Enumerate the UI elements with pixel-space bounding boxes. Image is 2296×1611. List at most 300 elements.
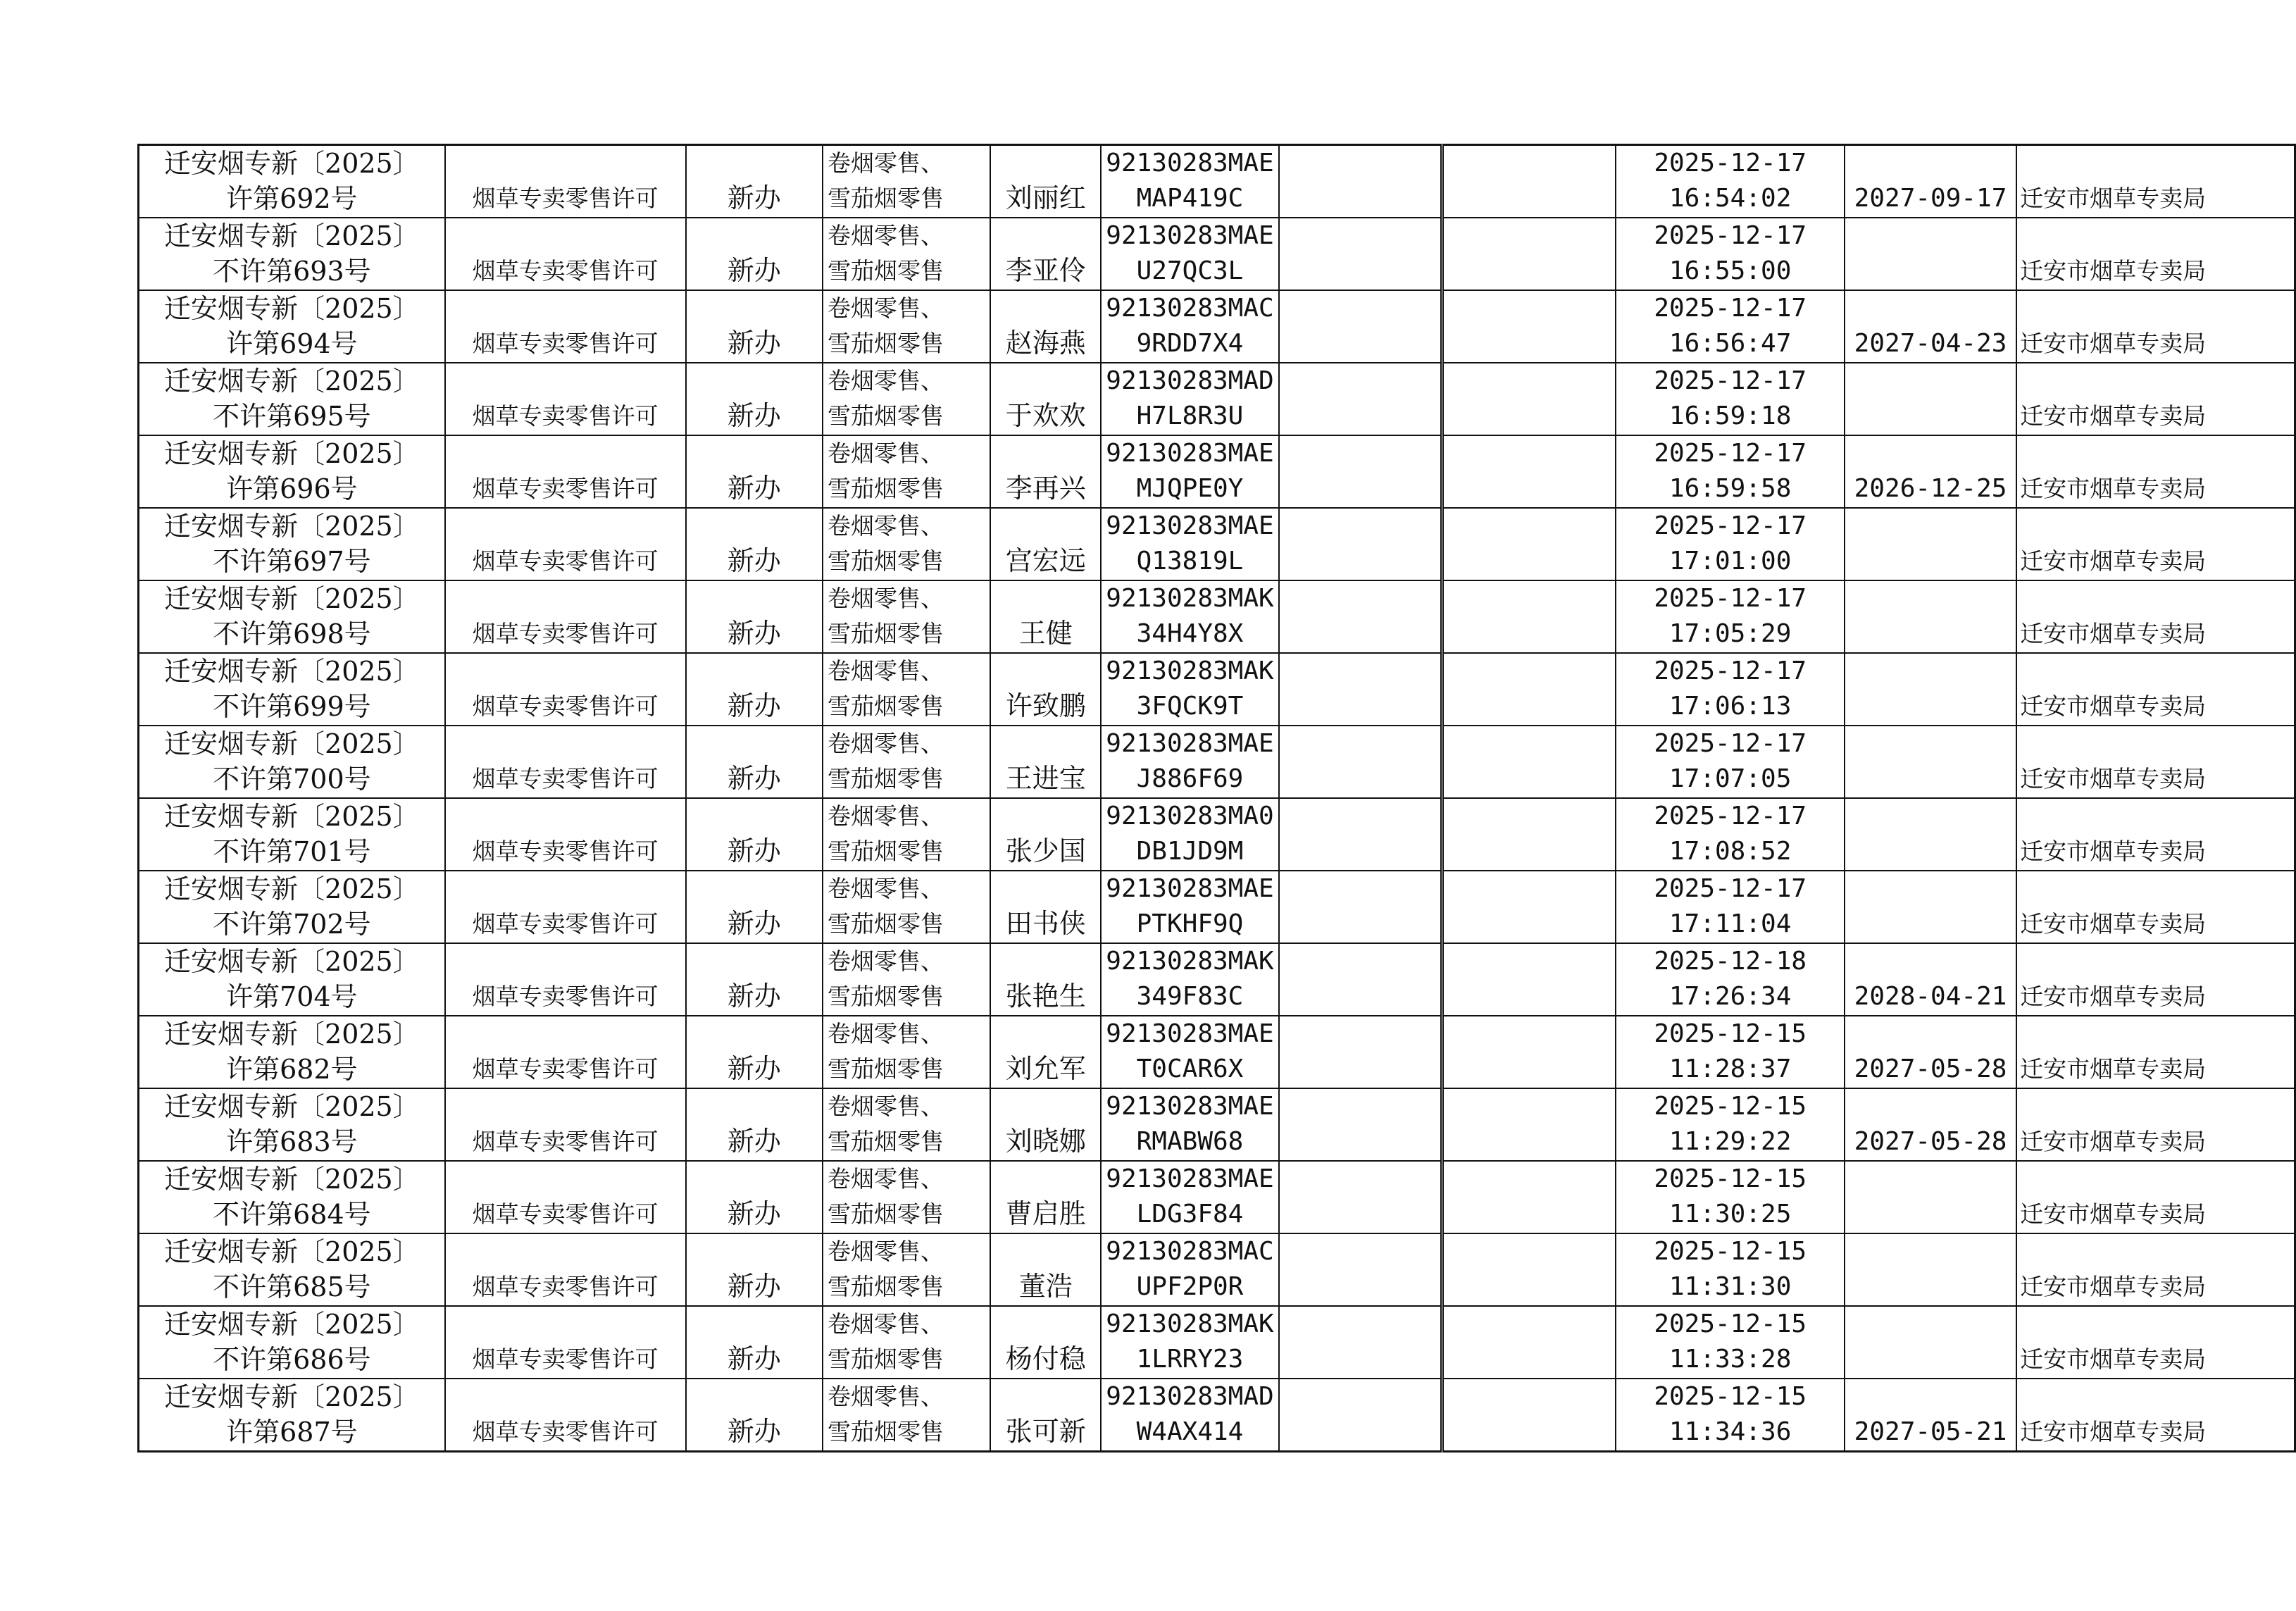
type-text: 新办 [727, 1343, 781, 1374]
valid-until-cell [1845, 580, 2016, 653]
person-cell [990, 363, 1101, 435]
authority-cell [2016, 1379, 2295, 1452]
doc-number-line-1: 迁安烟专新〔2025〕 [164, 366, 420, 397]
type-text: 新办 [727, 835, 781, 866]
credit-code-cell [1101, 435, 1278, 508]
person-cell [990, 798, 1101, 871]
type-cell [686, 1016, 823, 1088]
table-row [139, 1306, 2295, 1379]
decision-date: 2025-12-17 [1654, 149, 1807, 178]
spacer-cell [1442, 943, 1616, 1016]
scope-cell [823, 653, 990, 726]
authority-cell [2016, 653, 2295, 726]
item-cell [445, 218, 686, 290]
table-row [139, 508, 2295, 580]
type-text: 新办 [727, 1198, 781, 1229]
authority-name: 迁安市烟草专卖局 [2020, 1418, 2207, 1445]
doc-number-line-2: 许第694号 [226, 328, 358, 359]
empty-cell [1279, 1016, 1442, 1088]
person-name: 许致鹏 [1005, 690, 1086, 721]
empty-cell [1279, 218, 1442, 290]
item-text: 烟草专卖零售许可 [472, 475, 659, 502]
doc-number-cell [139, 1306, 445, 1379]
credit-code-line-2: MJQPE0Y [1136, 474, 1244, 503]
person-cell [990, 1379, 1101, 1452]
authority-cell [2016, 218, 2295, 290]
item-cell [445, 363, 686, 435]
scope-cell [823, 218, 990, 290]
table-row [139, 290, 2295, 363]
doc-number-cell [139, 943, 445, 1016]
credit-code-line-1: 92130283MAE [1106, 221, 1274, 250]
credit-code-cell [1101, 871, 1278, 943]
valid-until-date: 2027-09-17 [1854, 184, 2007, 213]
authority-cell [2016, 1088, 2295, 1161]
doc-number-line-2: 许第696号 [226, 473, 358, 504]
empty-cell [1279, 145, 1442, 218]
spacer-cell [1442, 798, 1616, 871]
valid-until-cell [1845, 290, 2016, 363]
person-cell [990, 435, 1101, 508]
scope-cell [823, 580, 990, 653]
type-cell [686, 798, 823, 871]
doc-number-line-2: 不许第700号 [213, 764, 371, 795]
item-cell [445, 943, 686, 1016]
spacer-cell [1442, 1088, 1616, 1161]
credit-code-line-2: PTKHF9Q [1136, 909, 1244, 938]
authority-name: 迁安市烟草专卖局 [2020, 765, 2207, 792]
doc-number-line-2: 许第687号 [226, 1417, 358, 1448]
item-text: 烟草专卖零售许可 [472, 1273, 659, 1300]
empty-cell [1279, 580, 1442, 653]
license-table [137, 144, 2296, 1453]
authority-name: 迁安市烟草专卖局 [2020, 185, 2207, 212]
decision-date-cell [1616, 1161, 1845, 1233]
person-name: 宫宏远 [1005, 545, 1086, 576]
scope-line-1: 卷烟零售、 [828, 222, 944, 249]
doc-number-line-2: 不许第702号 [213, 909, 371, 940]
credit-code-line-1: 92130283MAE [1106, 874, 1274, 903]
person-name: 张少国 [1005, 835, 1086, 866]
decision-time: 17:26:34 [1668, 982, 1792, 1011]
decision-time: 17:11:04 [1668, 909, 1792, 938]
credit-code-cell [1101, 145, 1278, 218]
empty-text [1280, 146, 1441, 217]
scope-line-1: 卷烟零售、 [828, 802, 944, 830]
person-name: 张可新 [1005, 1416, 1086, 1447]
table-row [139, 363, 2295, 435]
credit-code-cell [1101, 1161, 1278, 1233]
doc-number-line-2: 不许第699号 [213, 691, 371, 722]
doc-number-line-1: 迁安烟专新〔2025〕 [164, 801, 420, 832]
authority-cell [2016, 145, 2295, 218]
item-cell [445, 290, 686, 363]
spacer-cell [1442, 871, 1616, 943]
item-cell [445, 1088, 686, 1161]
scope-line-2: 雪茄烟零售 [828, 185, 944, 212]
scope-line-2: 雪茄烟零售 [828, 1128, 944, 1155]
spacer-cell [1442, 1016, 1616, 1088]
item-text: 烟草专卖零售许可 [472, 330, 659, 357]
doc-number-line-1: 迁安烟专新〔2025〕 [164, 220, 420, 251]
decision-time: 16:54:02 [1668, 184, 1792, 213]
decision-date: 2025-12-17 [1654, 366, 1807, 395]
decision-date: 2025-12-15 [1654, 1092, 1807, 1121]
doc-number-line-2: 不许第686号 [213, 1344, 371, 1375]
decision-date-cell [1616, 798, 1845, 871]
credit-code-line-2: U27QC3L [1136, 256, 1244, 285]
valid-until-cell [1845, 1161, 2016, 1233]
decision-date: 2025-12-15 [1654, 1382, 1807, 1411]
doc-number-line-2: 不许第685号 [213, 1271, 371, 1302]
person-cell [990, 508, 1101, 580]
doc-number-line-1: 迁安烟专新〔2025〕 [164, 511, 420, 542]
doc-number-line-2: 不许第698号 [213, 618, 371, 649]
credit-code-cell [1101, 218, 1278, 290]
valid-until-cell [1845, 1016, 2016, 1088]
item-text: 烟草专卖零售许可 [472, 620, 659, 647]
doc-number-line-1: 迁安烟专新〔2025〕 [164, 148, 420, 179]
credit-code-line-2: 3FQCK9T [1136, 692, 1244, 721]
doc-number-line-1: 迁安烟专新〔2025〕 [164, 293, 420, 324]
valid-until-date: 2027-04-23 [1854, 329, 2007, 358]
table-row [139, 580, 2295, 653]
type-cell [686, 290, 823, 363]
item-text: 烟草专卖零售许可 [472, 1345, 659, 1373]
credit-code-line-2: 34H4Y8X [1136, 619, 1244, 648]
scope-line-1: 卷烟零售、 [828, 1310, 944, 1338]
type-cell [686, 1379, 823, 1452]
item-text: 烟草专卖零售许可 [472, 765, 659, 792]
credit-code-line-1: 92130283MAE [1106, 439, 1274, 468]
table-row [139, 1233, 2295, 1306]
credit-code-line-2: RMABW68 [1136, 1127, 1244, 1156]
doc-number-line-2: 许第683号 [226, 1126, 358, 1157]
scope-line-2: 雪茄烟零售 [828, 257, 944, 285]
empty-cell [1279, 1379, 1442, 1452]
authority-name: 迁安市烟草专卖局 [2020, 910, 2207, 938]
scope-line-2: 雪茄烟零售 [828, 1418, 944, 1445]
table-row [139, 145, 2295, 218]
decision-time: 17:06:13 [1668, 692, 1792, 721]
doc-number-line-1: 迁安烟专新〔2025〕 [164, 1381, 420, 1412]
scope-line-1: 卷烟零售、 [828, 1238, 944, 1265]
decision-time: 17:05:29 [1668, 619, 1792, 648]
scope-line-1: 卷烟零售、 [828, 1165, 944, 1193]
valid-until-cell [1845, 1233, 2016, 1306]
decision-time: 17:08:52 [1668, 837, 1792, 866]
empty-cell [1279, 1233, 1442, 1306]
credit-code-cell [1101, 1379, 1278, 1452]
spacer-cell [1442, 1306, 1616, 1379]
decision-date: 2025-12-15 [1654, 1310, 1807, 1338]
item-text: 烟草专卖零售许可 [472, 692, 659, 720]
doc-number-line-1: 迁安烟专新〔2025〕 [164, 656, 420, 687]
authority-name: 迁安市烟草专卖局 [2020, 1200, 2207, 1228]
doc-number-line-2: 许第692号 [226, 183, 358, 214]
item-text: 烟草专卖零售许可 [472, 983, 659, 1010]
scope-line-2: 雪茄烟零售 [828, 910, 944, 938]
table-row [139, 871, 2295, 943]
doc-number-cell [139, 1016, 445, 1088]
person-name: 田书侠 [1005, 908, 1086, 939]
person-cell [990, 1016, 1101, 1088]
decision-time: 16:55:00 [1668, 256, 1792, 285]
doc-number-line-1: 迁安烟专新〔2025〕 [164, 438, 420, 469]
decision-time: 17:01:00 [1668, 547, 1792, 576]
decision-date-cell [1616, 218, 1845, 290]
decision-date: 2025-12-15 [1654, 1164, 1807, 1193]
decision-date-cell [1616, 145, 1845, 218]
decision-date-cell [1616, 363, 1845, 435]
credit-code-line-1: 92130283MAK [1106, 947, 1274, 976]
valid-until-cell [1845, 653, 2016, 726]
doc-number-line-2: 不许第695号 [213, 401, 371, 432]
valid-until-cell [1845, 435, 2016, 508]
scope-line-1: 卷烟零售、 [828, 585, 944, 612]
scope-line-2: 雪茄烟零售 [828, 692, 944, 720]
scope-cell [823, 1016, 990, 1088]
decision-date: 2025-12-17 [1654, 439, 1807, 468]
credit-code-line-1: 92130283MAE [1106, 1164, 1274, 1193]
valid-until-cell [1845, 1306, 2016, 1379]
authority-name: 迁安市烟草专卖局 [2020, 257, 2207, 285]
valid-until-cell [1845, 1088, 2016, 1161]
type-cell [686, 653, 823, 726]
doc-number-cell [139, 218, 445, 290]
scope-line-2: 雪茄烟零售 [828, 838, 944, 865]
scope-line-2: 雪茄烟零售 [828, 765, 944, 792]
item-text: 烟草专卖零售许可 [472, 1200, 659, 1228]
spacer-cell [1442, 1161, 1616, 1233]
doc-number-line-2: 许第704号 [226, 981, 358, 1012]
empty-text [1280, 509, 1441, 580]
credit-code-cell [1101, 798, 1278, 871]
item-cell [445, 798, 686, 871]
credit-code-line-2: LDG3F84 [1136, 1200, 1244, 1229]
authority-name: 迁安市烟草专卖局 [2020, 1273, 2207, 1300]
decision-date-cell [1616, 435, 1845, 508]
authority-name: 迁安市烟草专卖局 [2020, 838, 2207, 865]
credit-code-line-2: Q13819L [1136, 547, 1244, 576]
doc-number-cell [139, 580, 445, 653]
scope-cell [823, 726, 990, 798]
decision-date-cell [1616, 1306, 1845, 1379]
credit-code-line-1: 92130283MAE [1106, 511, 1274, 540]
authority-cell [2016, 1161, 2295, 1233]
empty-text [1280, 871, 1441, 943]
scope-cell [823, 1161, 990, 1233]
decision-time: 11:28:37 [1668, 1055, 1792, 1083]
decision-time: 11:34:36 [1668, 1417, 1792, 1446]
authority-name: 迁安市烟草专卖局 [2020, 402, 2207, 430]
doc-number-cell [139, 508, 445, 580]
type-text: 新办 [727, 328, 781, 359]
authority-cell [2016, 580, 2295, 653]
valid-until-cell [1845, 943, 2016, 1016]
decision-date-cell [1616, 290, 1845, 363]
item-text: 烟草专卖零售许可 [472, 257, 659, 285]
doc-number-line-1: 迁安烟专新〔2025〕 [164, 1236, 420, 1267]
table-row [139, 1016, 2295, 1088]
decision-time: 16:59:18 [1668, 402, 1792, 430]
type-cell [686, 218, 823, 290]
decision-date: 2025-12-15 [1654, 1237, 1807, 1266]
scope-cell [823, 1088, 990, 1161]
authority-name: 迁安市烟草专卖局 [2020, 692, 2207, 720]
scope-line-1: 卷烟零售、 [828, 730, 944, 757]
scope-line-2: 雪茄烟零售 [828, 1345, 944, 1373]
person-name: 曹启胜 [1005, 1198, 1086, 1229]
scope-cell [823, 435, 990, 508]
credit-code-cell [1101, 653, 1278, 726]
item-cell [445, 871, 686, 943]
type-text: 新办 [727, 1126, 781, 1157]
authority-cell [2016, 290, 2295, 363]
empty-cell [1279, 653, 1442, 726]
scope-line-2: 雪茄烟零售 [828, 330, 944, 357]
scope-cell [823, 290, 990, 363]
authority-cell [2016, 943, 2295, 1016]
scope-cell [823, 1379, 990, 1452]
decision-date-cell [1616, 871, 1845, 943]
decision-time: 16:56:47 [1668, 329, 1792, 358]
doc-number-cell [139, 1088, 445, 1161]
table-row [139, 798, 2295, 871]
decision-date-cell [1616, 1088, 1845, 1161]
type-text: 新办 [727, 400, 781, 431]
person-cell [990, 1306, 1101, 1379]
doc-number-line-1: 迁安烟专新〔2025〕 [164, 946, 420, 977]
person-name: 刘丽红 [1005, 182, 1086, 213]
scope-line-2: 雪茄烟零售 [828, 1055, 944, 1083]
authority-cell [2016, 1233, 2295, 1306]
valid-until-cell [1845, 508, 2016, 580]
credit-code-line-1: 92130283MAK [1106, 657, 1274, 685]
type-text: 新办 [727, 690, 781, 721]
valid-until-date: 2027-05-28 [1854, 1127, 2007, 1156]
decision-date-cell [1616, 726, 1845, 798]
authority-name: 迁安市烟草专卖局 [2020, 547, 2207, 575]
valid-until-date: 2026-12-25 [1854, 474, 2007, 503]
doc-number-line-1: 迁安烟专新〔2025〕 [164, 873, 420, 904]
scope-line-2: 雪茄烟零售 [828, 1273, 944, 1300]
empty-text [1280, 726, 1441, 797]
person-cell [990, 218, 1101, 290]
scope-line-1: 卷烟零售、 [828, 657, 944, 685]
credit-code-line-1: 92130283MAC [1106, 294, 1274, 323]
empty-text [1280, 436, 1441, 507]
valid-until-cell [1845, 798, 2016, 871]
scope-line-1: 卷烟零售、 [828, 947, 944, 975]
doc-number-line-1: 迁安烟专新〔2025〕 [164, 583, 420, 614]
table-row [139, 943, 2295, 1016]
spacer-cell [1442, 1379, 1616, 1452]
authority-cell [2016, 1306, 2295, 1379]
decision-time: 11:31:30 [1668, 1272, 1792, 1301]
scope-cell [823, 145, 990, 218]
empty-text [1280, 1307, 1441, 1378]
type-text: 新办 [727, 981, 781, 1012]
spacer-cell [1442, 290, 1616, 363]
decision-date-cell [1616, 1379, 1845, 1452]
person-cell [990, 1161, 1101, 1233]
decision-time: 16:59:58 [1668, 474, 1792, 503]
valid-until-cell [1845, 1379, 2016, 1452]
doc-number-cell [139, 290, 445, 363]
type-text: 新办 [727, 1053, 781, 1084]
person-name: 刘允军 [1005, 1053, 1086, 1084]
scope-cell [823, 798, 990, 871]
person-cell [990, 653, 1101, 726]
item-text: 烟草专卖零售许可 [472, 910, 659, 938]
decision-date-cell [1616, 580, 1845, 653]
credit-code-cell [1101, 1088, 1278, 1161]
authority-name: 迁安市烟草专卖局 [2020, 475, 2207, 502]
credit-code-line-1: 92130283MAD [1106, 366, 1274, 395]
person-name: 刘晓娜 [1005, 1126, 1086, 1157]
type-cell [686, 871, 823, 943]
item-text: 烟草专卖零售许可 [472, 1055, 659, 1083]
empty-cell [1279, 435, 1442, 508]
valid-until-cell [1845, 218, 2016, 290]
person-cell [990, 1088, 1101, 1161]
empty-text [1280, 1379, 1441, 1450]
doc-number-cell [139, 363, 445, 435]
decision-date: 2025-12-17 [1654, 729, 1807, 758]
credit-code-line-1: 92130283MAE [1106, 149, 1274, 178]
credit-code-cell [1101, 1233, 1278, 1306]
authority-cell [2016, 435, 2295, 508]
spacer-cell [1442, 145, 1616, 218]
item-text: 烟草专卖零售许可 [472, 838, 659, 865]
doc-number-cell [139, 1233, 445, 1306]
decision-time: 17:07:05 [1668, 764, 1792, 793]
table-row [139, 1161, 2295, 1233]
item-cell [445, 145, 686, 218]
decision-date-cell [1616, 508, 1845, 580]
valid-until-cell [1845, 871, 2016, 943]
credit-code-line-2: J886F69 [1136, 764, 1244, 793]
decision-date: 2025-12-17 [1654, 511, 1807, 540]
scope-line-2: 雪茄烟零售 [828, 475, 944, 502]
item-cell [445, 1379, 686, 1452]
person-cell [990, 943, 1101, 1016]
empty-cell [1279, 943, 1442, 1016]
person-name: 张艳生 [1005, 981, 1086, 1012]
doc-number-cell [139, 653, 445, 726]
doc-number-cell [139, 145, 445, 218]
authority-cell [2016, 1016, 2295, 1088]
person-cell [990, 145, 1101, 218]
table-body [139, 145, 2295, 1452]
doc-number-cell [139, 1161, 445, 1233]
person-name: 于欢欢 [1005, 400, 1086, 431]
type-text: 新办 [727, 182, 781, 213]
empty-text [1280, 1162, 1441, 1233]
type-cell [686, 1088, 823, 1161]
person-cell [990, 580, 1101, 653]
credit-code-line-2: 1LRRY23 [1136, 1345, 1244, 1374]
table-row [139, 726, 2295, 798]
empty-cell [1279, 363, 1442, 435]
credit-code-cell [1101, 1016, 1278, 1088]
person-cell [990, 1233, 1101, 1306]
type-text: 新办 [727, 1271, 781, 1302]
empty-cell [1279, 1161, 1442, 1233]
doc-number-line-1: 迁安烟专新〔2025〕 [164, 1019, 420, 1050]
item-cell [445, 1306, 686, 1379]
